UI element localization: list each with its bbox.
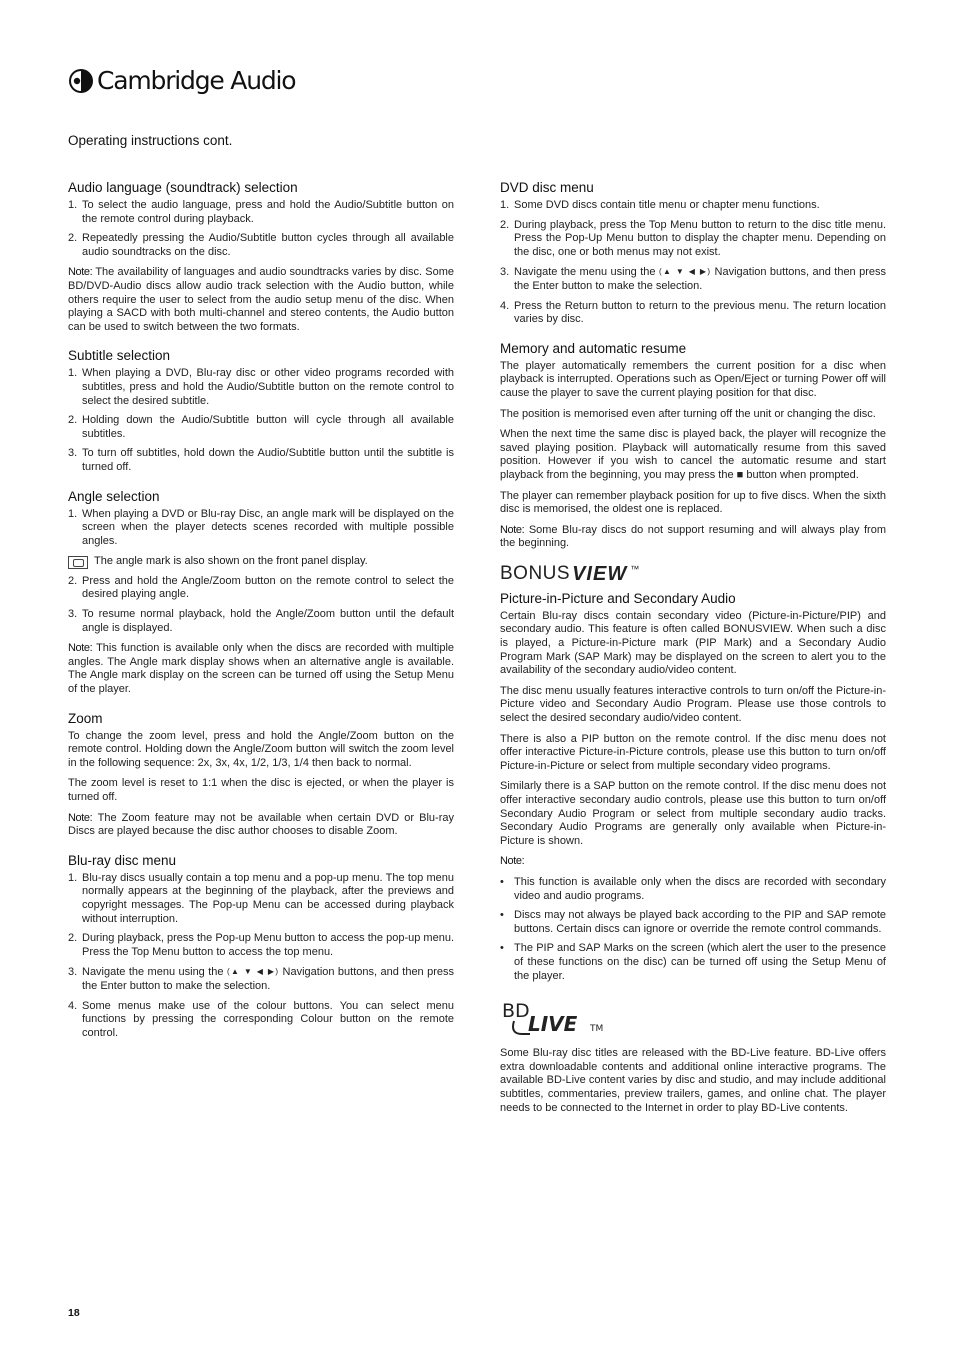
list-item: 1. Blu-ray discs usually contain a top menu and a pop-up menu. The top menu normally appears at the beginning of the playback, after the previews and copyright messages. The Pop-up Menu can be accessed during playback without interruption. bbox=[68, 871, 454, 925]
list-item: 3. Navigate the menu using the (▲ ▼ ◀ ▶) Navigation buttons, and then press the Enter button to make the selection. bbox=[500, 266, 886, 292]
list-item: 1. When playing a DVD, Blu-ray disc or other video programs recorded with subtitles, press and hold the Audio/Subtitle button on the remote control to select the desired subtitle. bbox=[68, 367, 454, 407]
memory-paragraph-1: The player automatically remembers the current position for a disc when playback is interrupted. Operations such as Open/Eject or turning Power off will cause the player to save the current playing position for that disc. bbox=[500, 359, 886, 399]
page-title: Operating instructions cont. bbox=[68, 133, 233, 148]
audio-language-section bbox=[68, 180, 454, 334]
subtitle-heading: Subtitle selection bbox=[68, 348, 171, 364]
list-item: • This function is available only when the discs are recorded with secondary video and audio programs. bbox=[500, 875, 886, 902]
angle-steps-continued bbox=[68, 575, 454, 635]
memory-paragraph-4: The player can remember playback position for up to five discs. When the sixth disc is memorised, the oldest one is replaced. bbox=[500, 489, 886, 516]
list-item: • The PIP and SAP Marks on the screen (which alert the user to the presence of these functions on the disc) can be turned off using the Setup Menu of the player. bbox=[500, 942, 886, 982]
zoom-reset-paragraph: The zoom level is reset to 1:1 when the disc is ejected, or when the player is turned off. bbox=[68, 777, 454, 803]
list-item: 3. To resume normal playback, hold the Angle/Zoom button until the default angle is displayed. bbox=[68, 608, 454, 634]
subtitle-steps bbox=[68, 367, 454, 474]
front-panel-note: The angle mark is also shown on the front panel display. bbox=[68, 555, 454, 569]
bonusview-section bbox=[500, 563, 886, 983]
list-item: 2. Press and hold the Angle/Zoom button on the remote control to select the desired playing angle. bbox=[68, 574, 454, 601]
bdlive-logo-icon bbox=[500, 997, 610, 1037]
bluray-menu-section bbox=[68, 853, 454, 1041]
navigation-arrows-icon: (▲ ▼ ◀ ▶) bbox=[658, 267, 712, 277]
pip-paragraph-3: There is also a PIP button on the remote control. If the disc menu does not offer interactive Picture-in-Picture controls, please use this button to turn on/off Picture-in-Picture or select from multiple secondary video programs. bbox=[500, 732, 886, 772]
list-item: 1. When playing a DVD or Blu-ray Disc, an angle mark will be displayed on the screen when the player detects scenes recorded with multiple possible angles. bbox=[68, 507, 454, 547]
bdlive-paragraph: Some Blu-ray disc titles are released with the BD-Live feature. BD-Live offers extra downloadable contents and additional online interactive programs. The available BD-Live content varies by disc and studio, and may include additional subtitles, commentaries, preview trailers, games, and online chat. The player needs to be connected to the Internet in order to play BD-Live contents. bbox=[500, 1047, 886, 1114]
list-item: 2. During playback, press the Pop-up Menu button to access the pop-up menu. Press the Top Menu button to access the top menu. bbox=[68, 932, 454, 958]
right-column bbox=[500, 180, 886, 1129]
angle-mark-icon bbox=[68, 556, 88, 569]
brand-mark-icon bbox=[68, 68, 94, 94]
dvd-menu-steps bbox=[500, 199, 886, 327]
left-column bbox=[68, 180, 454, 1054]
svg-text:TM: TM bbox=[590, 1024, 604, 1035]
memory-resume-section bbox=[500, 341, 886, 551]
audio-language-steps bbox=[68, 199, 454, 259]
pip-paragraph-4: Similarly there is a SAP button on the remote control. If the disc menu does not offer interactive secondary audio controls, please use this button to turn on/off Secondary Audio Program or select from multiple secondary audio tracks. Secondary Audio Programs are generally only available when Picture-in-Picture is shown. bbox=[500, 780, 886, 847]
zoom-paragraph: To change the zoom level, press and hold the Angle/Zoom button on the remote control. Holding down the Angle/Zoom button will switch the zoom level in the following sequence: 2x, 3x, 4x, 1/2, 1/3, 1/4 then back to normal. bbox=[68, 729, 454, 769]
memory-note: Note: Some Blu-ray discs do not support resuming and will always play from the beginning. bbox=[500, 523, 886, 550]
pip-heading: Picture-in-Picture and Secondary Audio bbox=[500, 590, 736, 606]
dvd-menu-heading: DVD disc menu bbox=[500, 180, 594, 195]
bluray-menu-heading: Blu-ray disc menu bbox=[68, 852, 177, 868]
memory-paragraph-2: The position is memorised even after turning off the unit or changing the disc. bbox=[500, 407, 876, 420]
audio-language-heading: Audio language (soundtrack) selection bbox=[68, 180, 298, 195]
pip-note-label: Note: bbox=[500, 855, 525, 868]
zoom-section bbox=[68, 711, 454, 839]
bluray-menu-steps bbox=[68, 872, 454, 1041]
navigation-arrows-icon: (▲ ▼ ◀ ▶) bbox=[226, 967, 280, 977]
bonusview-logo: BONUS VIEW ™ bbox=[500, 562, 640, 585]
memory-paragraph-3: When the next time the same disc is played back, the player will recognize the saved playing position. Playback will automatically resume from this saved position. However if you wish to cancel the automatic resume and start playback from the beginning, you may press the ■ button when prompted. bbox=[500, 428, 886, 481]
angle-heading: Angle selection bbox=[68, 488, 160, 504]
cambridge-audio-logo bbox=[68, 66, 295, 95]
svg-text:BD: BD bbox=[502, 1000, 530, 1023]
brand-name: Cambridge Audio bbox=[97, 66, 296, 95]
subtitle-section bbox=[68, 348, 454, 474]
svg-text:LIVE: LIVE bbox=[528, 1012, 578, 1037]
pip-note-bullets bbox=[500, 876, 886, 983]
list-item: 3. Navigate the menu using the (▲ ▼ ◀ ▶) Navigation buttons, and then press the Enter button to make the selection. bbox=[68, 966, 454, 992]
page-number: 18 bbox=[68, 1307, 80, 1319]
angle-note: Note: This function is available only when the discs are recorded with multiple angles. The Angle mark display shows when an alternative angle is available. The Angle mark display on the screen can be turned off using the Setup Menu of the player. bbox=[68, 642, 455, 696]
bdlive-section bbox=[500, 997, 886, 1115]
memory-resume-heading: Memory and automatic resume bbox=[500, 340, 687, 356]
list-item: 2. During playback, press the Top Menu button to return to the disc title menu. Press the Pop-Up Menu button to display the chapter menu. Depending on the disc, one or both menus may not exist. bbox=[500, 218, 886, 258]
zoom-note: Note: The Zoom feature may not be available when certain DVD or Blu-ray Discs are played because the disc author chooses to disable Zoom. bbox=[68, 811, 454, 838]
list-item: 1. Some DVD discs contain title menu or chapter menu functions. bbox=[500, 199, 820, 211]
list-item: 4. Press the Return button to return to the previous menu. The return location varies by disc. bbox=[500, 299, 886, 326]
list-item: 1. To select the audio language, press and hold the Audio/Subtitle button on the remote control during playback. bbox=[68, 199, 454, 225]
dvd-menu-section bbox=[500, 180, 886, 327]
pip-paragraph-1: Certain Blu-ray discs contain secondary video (Picture-in-Picture/PIP) and secondary audio. This feature is often called BONUSVIEW. When such a disc is played, a Picture-in-Picture mark (PIP Mark) and a Secondary Audio Program Mark (SAP Mark) may be displayed on the screen to alert you to the availability of the secondary audio/video content. bbox=[500, 609, 886, 677]
list-item: 3. To turn off subtitles, hold down the Audio/Subtitle button until the subtitle is turned off. bbox=[68, 447, 454, 473]
audio-language-note: Note: The availability of languages and audio soundtracks varies by disc. Some BD/DVD-Audio discs allow audio track selection with the Audio button, while others require the user to select from the audio setup menu of the disc. When playing a SACD with both multi-channel and stereo contents, the Audio button can be used to switch between the two formats. bbox=[68, 266, 455, 333]
list-item: • Discs may not always be played back according to the PIP and SAP remote buttons. Certain discs can ignore or override the remote control commands. bbox=[500, 909, 886, 935]
zoom-heading: Zoom bbox=[68, 710, 103, 726]
pip-paragraph-2: The disc menu usually features interactive controls to turn on/off the Picture-in-Picture video and Secondary Audio Program. Please use those controls to select the desired secondary audio/video content. bbox=[500, 684, 886, 725]
angle-steps bbox=[68, 508, 454, 549]
angle-section bbox=[68, 489, 454, 697]
list-item: 2. Holding down the Audio/Subtitle button will cycle through all available subtitles. bbox=[68, 414, 454, 440]
bdlive-logo bbox=[500, 997, 886, 1037]
list-item: 4. Some menus make use of the colour buttons. You can select menu functions by pressing the corresponding Colour button on the remote control. bbox=[68, 999, 454, 1039]
list-item: 2. Repeatedly pressing the Audio/Subtitle button cycles through all available audio soundtracks on the disc. bbox=[68, 232, 454, 258]
